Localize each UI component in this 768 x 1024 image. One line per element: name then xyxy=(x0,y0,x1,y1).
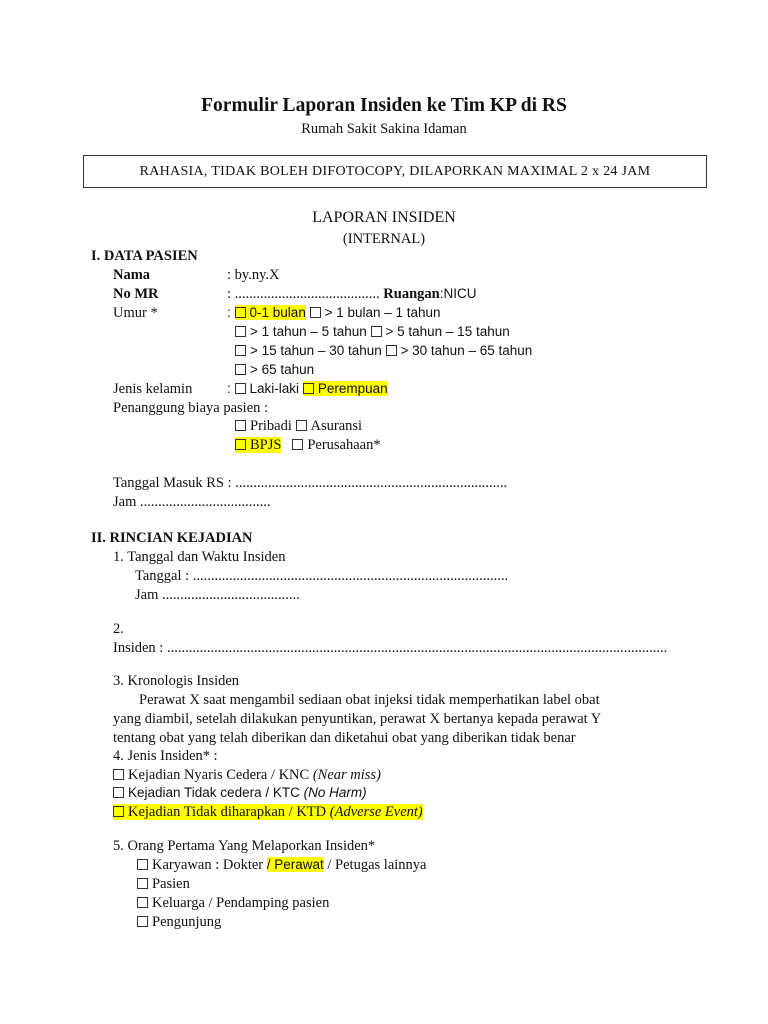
umur-row-3 xyxy=(235,342,532,360)
nama-value: : by.ny.X xyxy=(227,267,280,283)
jenis-option-ktd[interactable]: Kejadian Tidak diharapkan / KTD (Adverse Event) xyxy=(113,803,423,821)
nomr-label: No MR xyxy=(113,286,159,302)
umur-option-30-65-tahun[interactable]: > 30 tahun – 65 tahun xyxy=(386,343,533,358)
jenis-kelamin-label: Jenis kelamin xyxy=(113,381,193,397)
checkbox-icon xyxy=(371,326,382,337)
nomr-value: : ........................................ xyxy=(227,286,380,302)
checkbox-icon xyxy=(235,307,246,318)
pelapor-perawat-highlight: / Perawat xyxy=(266,857,324,872)
checkbox-icon xyxy=(113,806,124,817)
umur-label: Umur * xyxy=(113,305,158,321)
jk-option-laki-laki[interactable]: Laki-laki xyxy=(235,381,300,396)
item3-label: 3. Kronologis Insiden xyxy=(113,673,240,689)
checkbox-icon xyxy=(310,307,321,318)
report-title: LAPORAN INSIDEN xyxy=(312,209,456,226)
jam-insiden-field[interactable]: Jam ...................................... xyxy=(135,587,300,603)
nama-label: Nama xyxy=(113,267,151,283)
nomr-row xyxy=(227,285,476,303)
penanggung-row-1 xyxy=(235,417,362,435)
report-subtitle: (INTERNAL) xyxy=(342,231,426,247)
tanggal-insiden-field[interactable]: Tanggal : ....................................................................................... xyxy=(135,568,509,584)
jk-option-perempuan[interactable]: Perempuan xyxy=(303,381,388,396)
umur-colon: : xyxy=(227,305,231,320)
form-title: Formulir Laporan Insiden ke Tim KP di RS xyxy=(201,95,567,116)
item5-label: 5. Orang Pertama Yang Melaporkan Insiden* xyxy=(113,838,376,854)
pelapor-option-karyawan[interactable]: Karyawan : Dokter / Perawat / Petugas lainnya xyxy=(137,856,426,874)
umur-row-2 xyxy=(235,323,510,341)
checkbox-icon xyxy=(303,383,314,394)
kronologis-line: yang diambil, setelah dilakukan penyuntikan, perawat X bertanya kepada perawat Y xyxy=(113,711,602,727)
checkbox-icon xyxy=(113,787,124,798)
checkbox-icon xyxy=(137,916,148,927)
kronologis-line: tentang obat yang telah diberikan dan diketahui obat yang diberikan tidak benar xyxy=(113,730,576,746)
jenis-option-ktc[interactable]: Kejadian Tidak cedera / KTC (No Harm) xyxy=(113,784,367,802)
kronologis-line: Perawat X saat mengambil sediaan obat injeksi tidak memperhatikan label obat xyxy=(139,692,600,708)
item4-label: 4. Jenis Insiden* : xyxy=(113,748,218,764)
jenis-kelamin-row: : Laki-laki Perempuan xyxy=(227,381,388,396)
checkbox-icon xyxy=(137,897,148,908)
section2-heading: II. RINCIAN KEJADIAN xyxy=(91,530,253,546)
penanggung-option-asuransi[interactable]: Asuransi xyxy=(296,418,363,434)
ruangan-value: :NICU xyxy=(439,286,477,301)
penanggung-label: Penanggung biaya pasien : xyxy=(113,400,269,416)
checkbox-icon xyxy=(235,326,246,337)
jam-masuk-field[interactable]: Jam .................................... xyxy=(113,494,271,510)
pelapor-option-keluarga[interactable]: Keluarga / Pendamping pasien xyxy=(137,894,329,912)
penanggung-option-pribadi[interactable]: Pribadi xyxy=(235,418,292,434)
umur-row-1 xyxy=(227,304,441,322)
checkbox-icon xyxy=(137,859,148,870)
item2-label: 2. xyxy=(113,621,124,637)
tanggal-masuk-field[interactable]: Tanggal Masuk RS : ........................................................................... xyxy=(113,475,508,491)
hospital-name: Rumah Sakit Sakina Idaman xyxy=(301,121,467,137)
pelapor-option-pasien[interactable]: Pasien xyxy=(137,875,190,893)
umur-option-65-plus[interactable]: > 65 tahun xyxy=(235,362,314,377)
umur-option-1-5-tahun[interactable]: > 1 tahun – 5 tahun xyxy=(235,324,367,339)
checkbox-icon xyxy=(235,383,246,394)
checkbox-icon xyxy=(292,439,303,450)
checkbox-icon xyxy=(235,364,246,375)
checkbox-icon xyxy=(137,878,148,889)
checkbox-icon xyxy=(296,420,307,431)
checkbox-icon xyxy=(386,345,397,356)
checkbox-icon xyxy=(235,420,246,431)
checkbox-icon xyxy=(113,769,124,780)
penanggung-option-perusahaan[interactable]: Perusahaan* xyxy=(292,437,380,453)
checkbox-icon xyxy=(235,439,246,450)
umur-option-5-15-tahun[interactable]: > 5 tahun – 15 tahun xyxy=(371,324,510,339)
insiden-field[interactable]: Insiden : .......................................................................................................................................... xyxy=(113,640,668,656)
section1-heading: I. DATA PASIEN xyxy=(91,248,198,264)
checkbox-icon xyxy=(235,345,246,356)
ruangan-label: Ruangan xyxy=(383,286,440,302)
confidential-notice: RAHASIA, TIDAK BOLEH DIFOTOCOPY, DILAPORKAN MAXIMAL 2 x 24 JAM xyxy=(83,155,707,188)
jenis-option-knc[interactable]: Kejadian Nyaris Cedera / KNC (Near miss) xyxy=(113,766,381,784)
umur-option-0-1-bulan[interactable]: 0-1 bulan xyxy=(235,305,306,320)
umur-option-15-30-tahun[interactable]: > 15 tahun – 30 tahun xyxy=(235,343,382,358)
umur-row-4 xyxy=(235,361,314,379)
item1-label: 1. Tanggal dan Waktu Insiden xyxy=(113,549,286,565)
pelapor-option-pengunjung[interactable]: Pengunjung xyxy=(137,913,221,931)
penanggung-option-bpjs[interactable]: BPJS xyxy=(235,437,281,453)
penanggung-row-2 xyxy=(235,436,381,454)
umur-option-1bln-1thn[interactable]: > 1 bulan – 1 tahun xyxy=(310,305,441,320)
